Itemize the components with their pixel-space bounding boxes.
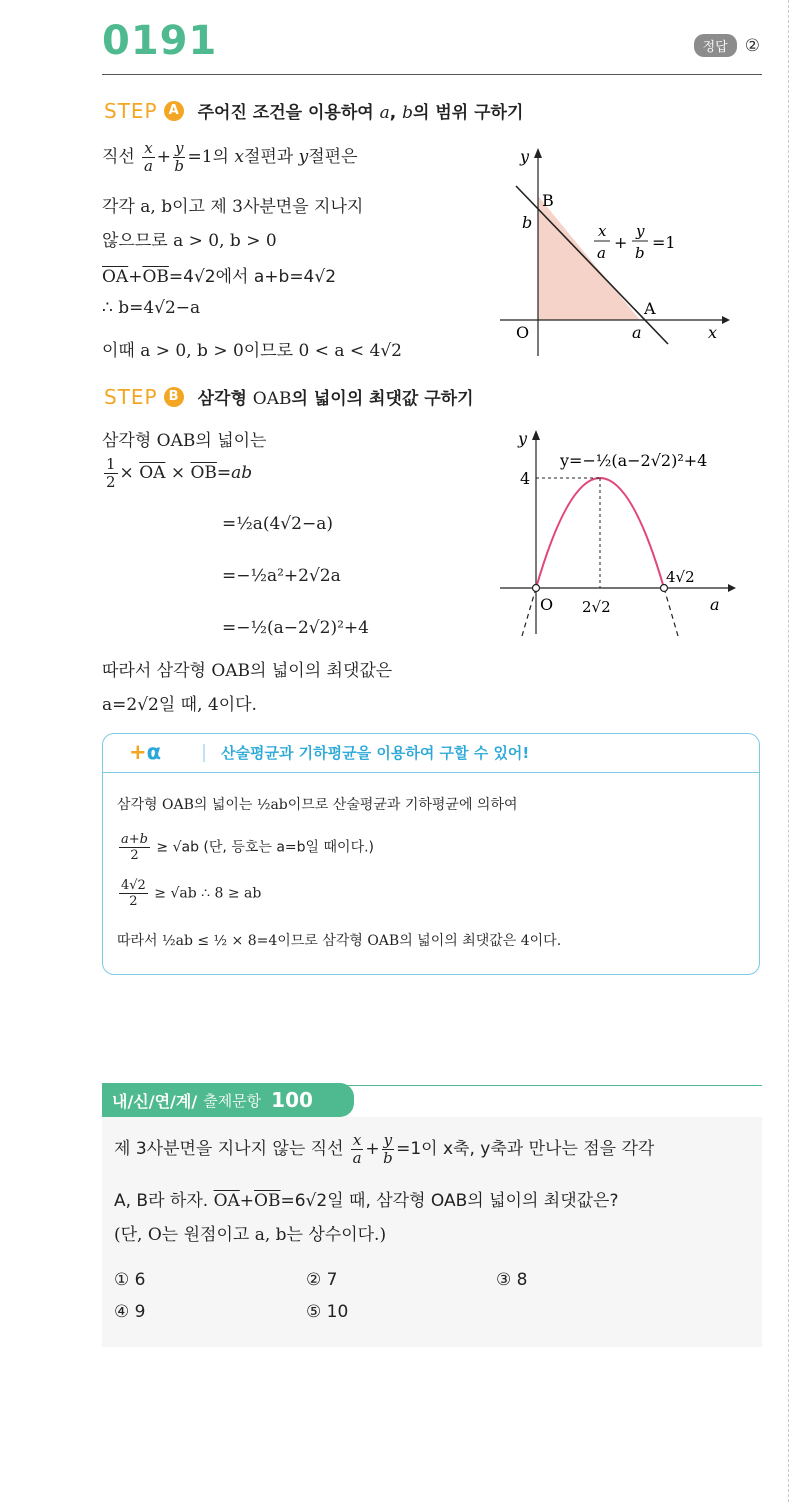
step-word: STEP: [104, 98, 158, 123]
origin-open-point: [533, 585, 540, 592]
problem-header: [102, 18, 762, 75]
y-axis-arrow: [532, 430, 540, 440]
answer-area: [694, 34, 760, 57]
step-a-line-3: 않으므로 a > 0, b > 0: [102, 231, 277, 251]
plus-alpha-icon: +α: [129, 740, 162, 764]
fraction: $\frac{y}{b}$: [383, 1131, 393, 1167]
step-a-title: 주어진 조건을 이용하여 a, b의 범위 구하기: [197, 103, 524, 123]
related-problem-tag: 내/신/연/계/ 출제문항 100: [102, 1083, 354, 1117]
tip-line-2: $\frac{a+b}{2}$ ≥ √ab (단, 등호는 a=b일 때이다.): [121, 832, 374, 863]
step-a-line-6: 이때 a > 0, b > 0이므로 0 < a < 4√2: [102, 341, 402, 361]
fraction: $\frac{y}{b}$: [174, 139, 185, 175]
tip-box: [102, 733, 760, 975]
tip-line-3: $\frac{4√2}{2}$ ≥ √ab ∴ 8 ≥ ab: [121, 878, 262, 909]
parabola-graph: [494, 424, 764, 646]
y-axis-arrow: [534, 148, 542, 158]
answer-value: ②: [744, 35, 760, 56]
answer-label: 정답: [694, 34, 737, 57]
step-a-line-2: 각각 a, b이고 제 3사분면을 지나지: [102, 197, 364, 217]
choice-3[interactable]: ③ 8: [496, 1270, 528, 1290]
point-a-label: A: [644, 299, 656, 318]
step-b-line-7: a=2√2일 때, 4이다.: [102, 695, 257, 715]
fraction: $\frac{x}{a}$: [352, 1131, 362, 1167]
choice-1[interactable]: ① 6: [114, 1270, 146, 1290]
fraction: $\frac{1}{2}$: [106, 455, 116, 491]
svg-text:+: +: [614, 233, 628, 252]
a-intercept-label: a: [632, 323, 642, 342]
step-word: STEP: [104, 384, 158, 409]
svg-text:x: x: [598, 222, 607, 240]
step-badge-a: A: [164, 101, 184, 121]
line-equation-label: [594, 222, 676, 262]
step-b-line-2: $\frac{1}{2}$ × $\overline{OA} \times \overline{OB}=ab$: [106, 455, 253, 491]
x-axis-arrow: [722, 316, 730, 324]
step-a-line-1: 직선 $\frac{x}{a}$ + $\frac{y}{b}$ =1의 x절편과 y절편은: [102, 139, 358, 175]
a-axis-label: a: [710, 595, 720, 614]
max-value-label: 4: [520, 469, 531, 488]
triangle-region: [538, 196, 640, 320]
tip-box-header: [103, 734, 759, 773]
step-a-line-5: ∴ b=4√2−a: [102, 298, 201, 318]
root-label: 4√2: [666, 568, 695, 586]
step-a-heading: [104, 98, 523, 123]
step-b-line-1: 삼각형 OAB의 넓이는: [102, 431, 267, 451]
step-b-line-3: =½a(4√2−a): [222, 514, 333, 534]
page-edge-line: [788, 0, 789, 1502]
tip-title: 산술평균과 기하평균을 이용하여 구할 수 있어!: [221, 744, 530, 762]
question-line-2: A, B라 하자. $\overline{OA}+\overline{OB}=6√2$일 때, 삼각형 OAB의 넓이의 최댓값은?: [114, 1191, 619, 1211]
point-b-label: B: [542, 191, 554, 210]
y-axis-label: y: [518, 429, 528, 448]
step-b-title: 삼각형 OAB의 넓이의 최댓값 구하기: [197, 389, 474, 409]
step-b-line-6: 따라서 삼각형 OAB의 넓이의 최댓값은: [102, 661, 393, 681]
step-b-line-4: =−½a²+2√2a: [222, 566, 341, 586]
parabola-extension-right: [664, 588, 678, 636]
fraction: $\frac{4√2}{2}$: [121, 878, 146, 909]
step-badge-b: B: [164, 387, 184, 407]
svg-text:y: y: [636, 222, 645, 240]
svg-text:a: a: [597, 244, 606, 262]
x-axis-label: x: [708, 323, 718, 342]
parabola-extension-left: [522, 588, 536, 636]
choice-5[interactable]: ⑤ 10: [306, 1302, 349, 1322]
fraction: $\frac{x}{a}$: [144, 139, 153, 175]
parabola-equation-label: y=−½(a−2√2)²+4: [560, 451, 708, 470]
tip-divider: [203, 744, 205, 762]
tip-line-4: 따라서 ½ab ≤ ½ × 8=4이므로 삼각형 OAB의 넓이의 최댓값은 4이다.: [117, 933, 562, 949]
problem-number: 0191: [102, 18, 218, 64]
tip-line-1: 삼각형 OAB의 넓이는 ½ab이므로 산술평균과 기하평균에 의하여: [117, 797, 518, 813]
svg-text:b: b: [635, 244, 645, 262]
svg-text:=1: =1: [652, 233, 676, 252]
line-graph: [490, 142, 740, 362]
choice-2[interactable]: ② 7: [306, 1270, 338, 1290]
b-intercept-label: b: [522, 213, 533, 232]
question-line-3: (단, O는 원점이고 a, b는 상수이다.): [114, 1225, 387, 1245]
question-line-1: 제 3사분면을 지나지 않는 직선 $\frac{x}{a}$ + $\frac{y}{b}$ =1이 x축, y축과 만나는 점을 각각: [114, 1131, 655, 1167]
vertex-a-label: 2√2: [582, 598, 611, 616]
step-b-heading: [104, 384, 474, 409]
origin-label: O: [516, 323, 530, 342]
origin-label: O: [540, 595, 554, 614]
step-b-line-5: =−½(a−2√2)²+4: [222, 618, 369, 638]
fraction: $\frac{a+b}{2}$: [121, 832, 148, 863]
choice-4[interactable]: ④ 9: [114, 1302, 146, 1322]
a-axis-arrow: [728, 584, 736, 592]
step-a-line-4: $\overline{OA}+\overline{OB}=4√2$에서 a+b=4√2: [102, 267, 337, 287]
y-axis-label: y: [520, 147, 530, 166]
